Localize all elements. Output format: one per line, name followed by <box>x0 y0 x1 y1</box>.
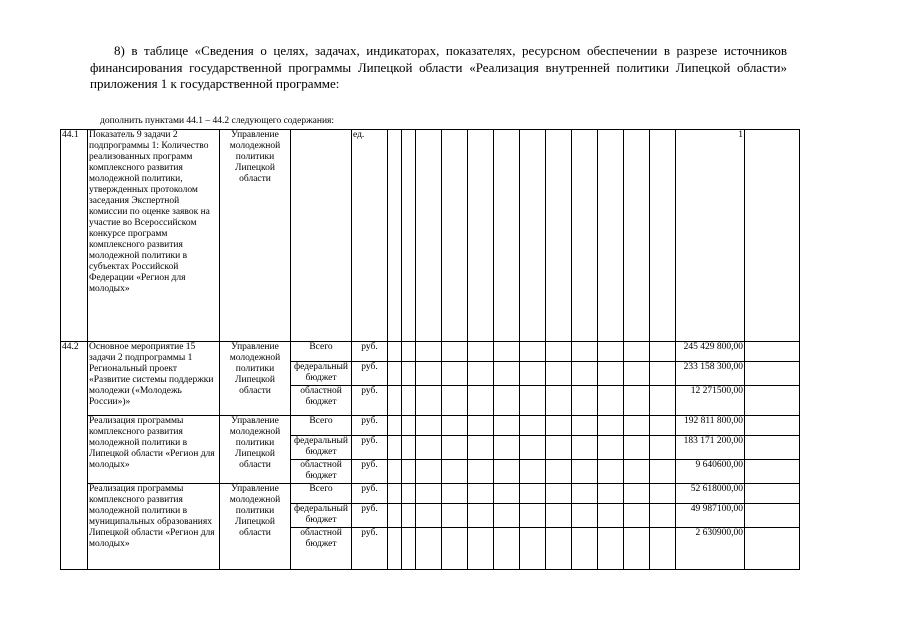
indicator-name: Основное мероприятие 15 задачи 2 подпрограммы 1 Региональный проект «Развитие системы поддержки молодежи («Молодежь России»)» <box>88 342 220 416</box>
unit-cell: руб. <box>352 416 388 436</box>
table-note: дополнить пунктами 44.1 – 44.2 следующего содержания: <box>100 116 335 126</box>
value-cell: 233 158 300,00 <box>676 362 745 386</box>
value-cell: 245 429 800,00 <box>676 342 745 362</box>
value-cell: 49 987100,00 <box>676 504 745 528</box>
intro-text: 8) в таблице «Сведения о целях, задачах, индикаторах, показателях, ресурсном обеспечении в разрезе источников финансирования государственной программы Липецкой области «Реализация внутренней политики Липецкой области» приложения 1 к государственной программе: <box>90 43 787 91</box>
source-cell: Всего <box>291 484 352 504</box>
value-cell: 9 640600,00 <box>676 460 745 484</box>
executor: Управление молодежной политики Липецкой области <box>220 342 291 416</box>
executor: Управление молодежной политики Липецкой области <box>220 416 291 484</box>
executor: Управление молодежной политики Липецкой области <box>220 484 291 570</box>
source-cell <box>291 130 352 342</box>
table-row <box>61 130 800 342</box>
value-cell: 1 <box>676 130 745 342</box>
source-cell: федеральный бюджет <box>291 436 352 460</box>
unit-cell: руб. <box>352 362 388 386</box>
unit-cell: руб. <box>352 528 388 570</box>
row-number: 44.1 <box>61 130 88 342</box>
indicator-name: Реализация программы комплексного развития молодежной политики в муниципальных образованиях Липецкой области «Регион для молодых» <box>88 484 220 570</box>
table-row <box>61 342 800 362</box>
intro-paragraph <box>90 43 787 93</box>
value-cell: 12 271500,00 <box>676 386 745 416</box>
value-cell: 52 618000,00 <box>676 484 745 504</box>
source-cell: федеральный бюджет <box>291 504 352 528</box>
unit-cell: ед. <box>352 130 388 342</box>
value-cell: 2 630900,00 <box>676 528 745 570</box>
unit-cell: руб. <box>352 342 388 362</box>
source-cell: областной бюджет <box>291 528 352 570</box>
unit-cell: руб. <box>352 484 388 504</box>
value-cell: 183 171 200,00 <box>676 436 745 460</box>
value-cell: 192 811 800,00 <box>676 416 745 436</box>
source-cell: Всего <box>291 342 352 362</box>
row-number: 44.2 <box>61 342 88 570</box>
unit-cell: руб. <box>352 504 388 528</box>
source-cell: федеральный бюджет <box>291 362 352 386</box>
source-cell: Всего <box>291 416 352 436</box>
indicator-name: Реализация программы комплексного развития молодежной политики в Липецкой области «Регион для молодых» <box>88 416 220 484</box>
indicators-table <box>60 129 800 570</box>
unit-cell: руб. <box>352 436 388 460</box>
unit-cell: руб. <box>352 386 388 416</box>
table-row <box>61 416 800 436</box>
source-cell: областной бюджет <box>291 460 352 484</box>
indicator-name: Показатель 9 задачи 2 подпрограммы 1: Количество реализованных программ комплексного развития молодежной политики, утвержденных протоколом заседания Экспертной комиссии по оценке заявок на участие во Всероссийском конкурсе программ комплексного развития молодежной политики в субъектах Российской Федерации «Регион для молодых» <box>88 130 220 342</box>
executor: Управление молодежной политики Липецкой области <box>220 130 291 342</box>
unit-cell: руб. <box>352 460 388 484</box>
source-cell: областной бюджет <box>291 386 352 416</box>
table-row <box>61 484 800 504</box>
